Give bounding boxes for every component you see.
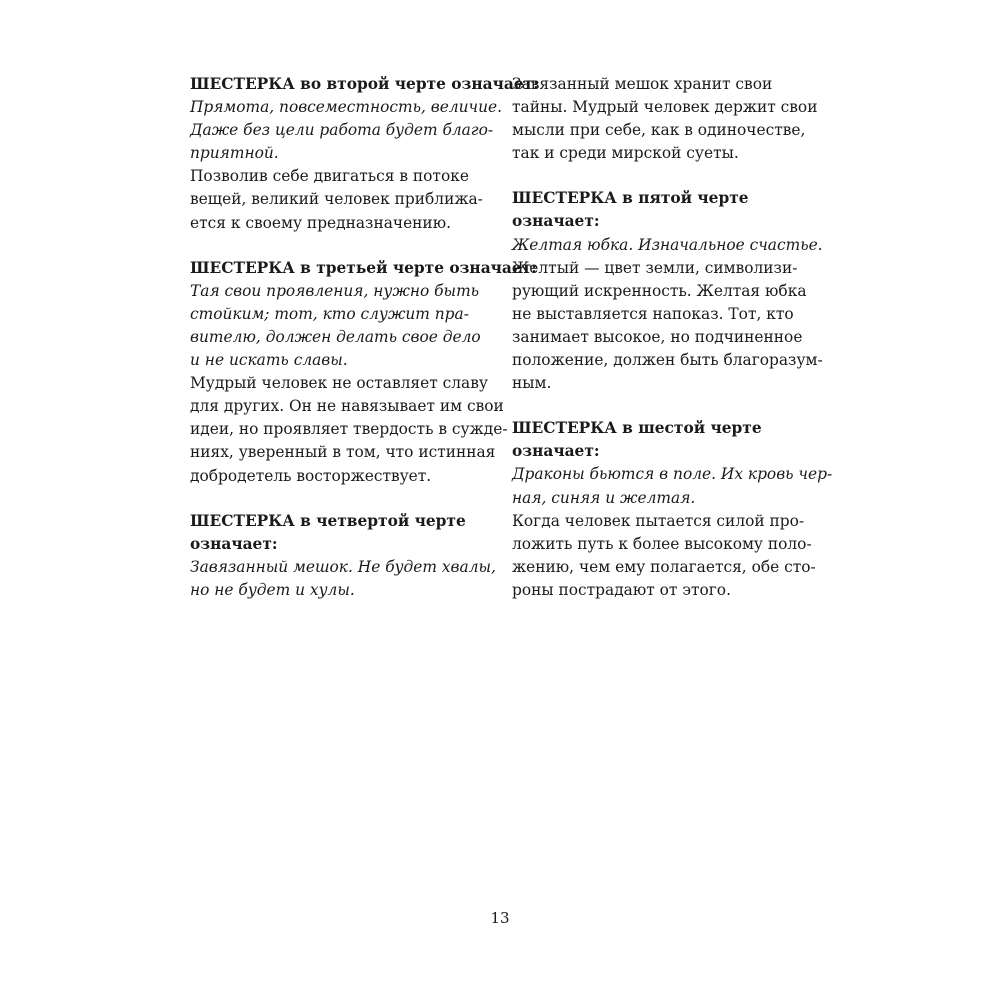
omen-line: стойким; тот, кто служит пра- bbox=[190, 304, 469, 323]
omen-line: вителю, должен делать свое дело bbox=[190, 327, 481, 346]
commentary-line: вещей, великий человек приближа- bbox=[190, 190, 483, 209]
section-heading bbox=[190, 257, 537, 280]
omen-line: Драконы бьются в поле. Их кровь чер- bbox=[512, 465, 833, 484]
omen-line: но не будет и хулы. bbox=[190, 580, 355, 599]
commentary-text bbox=[512, 257, 827, 396]
commentary-line: так и среди мирской суеты. bbox=[512, 144, 739, 163]
heading-line: ШЕСТЕРКА в пятой черте bbox=[512, 189, 749, 208]
omen-text bbox=[190, 96, 505, 165]
section-heading bbox=[512, 417, 827, 463]
commentary-line: положение, должен быть благоразум- bbox=[512, 351, 823, 370]
heading-line: означает: bbox=[512, 442, 600, 461]
section-heading bbox=[190, 510, 505, 556]
commentary-line: роны пострадают от этого. bbox=[512, 580, 731, 599]
commentary-line: идеи, но проявляет твердость в сужде- bbox=[190, 420, 508, 439]
commentary-line: тайны. Мудрый человек держит свои bbox=[512, 98, 818, 117]
omen-line: ная, синяя и желтая. bbox=[512, 488, 696, 507]
heading-line: ШЕСТЕРКА в четвертой черте bbox=[190, 511, 466, 530]
omen-line: приятной. bbox=[190, 144, 279, 163]
commentary-line: Желтый — цвет земли, символизи- bbox=[512, 258, 798, 277]
omen-text bbox=[512, 463, 833, 509]
page-number: 13 bbox=[490, 909, 510, 927]
omen-text bbox=[190, 280, 505, 372]
section-heading bbox=[190, 73, 539, 96]
commentary-line: жению, чем ему полагается, обе сто- bbox=[512, 557, 816, 576]
heading-line: означает: bbox=[190, 534, 278, 553]
commentary-text bbox=[512, 510, 827, 602]
omen-line: Прямота, повсеместность, величие. bbox=[190, 98, 503, 117]
omen-line: и не искать славы. bbox=[190, 351, 348, 370]
omen-line: Тая свои проявления, нужно быть bbox=[190, 281, 480, 300]
commentary-line: ниях, уверенный в том, что истинная bbox=[190, 443, 496, 462]
section-heading bbox=[512, 187, 827, 233]
heading-line: ШЕСТЕРКА в шестой черте bbox=[512, 419, 762, 438]
commentary-line: занимает высокое, но подчиненное bbox=[512, 327, 803, 346]
commentary-line: Когда человек пытается силой про- bbox=[512, 511, 805, 530]
commentary-text bbox=[190, 372, 508, 487]
commentary-line: рующий искренность. Желтая юбка bbox=[512, 281, 807, 300]
heading-line: означает: bbox=[512, 212, 600, 231]
commentary-line: не выставляется напоказ. Тот, кто bbox=[512, 304, 794, 323]
commentary-line: Завязанный мешок хранит свои bbox=[512, 75, 773, 93]
heading-line: ШЕСТЕРКА во второй черте означает: bbox=[190, 75, 539, 93]
section-second-line bbox=[190, 73, 539, 235]
commentary-line: ным. bbox=[512, 374, 552, 393]
omen-text bbox=[512, 234, 827, 257]
section-fourth-line-continued bbox=[512, 73, 827, 165]
omen-text bbox=[190, 556, 505, 602]
commentary-line: Мудрый человек не оставляет славу bbox=[190, 374, 488, 393]
commentary-line: мысли при себе, как в одиночестве, bbox=[512, 121, 806, 140]
omen-line: Даже без цели работа будет благо- bbox=[190, 121, 494, 140]
commentary-text bbox=[190, 165, 505, 234]
commentary-line: для других. Он не навязывает им свои bbox=[190, 397, 504, 416]
section-sixth-line bbox=[512, 417, 833, 602]
section-fourth-line bbox=[190, 510, 505, 602]
omen-line: Завязанный мешок. Не будет хвалы, bbox=[190, 557, 496, 576]
omen-line: Желтая юбка. Изначальное счастье. bbox=[512, 235, 823, 254]
right-column bbox=[512, 73, 833, 624]
heading-line: ШЕСТЕРКА в третьей черте означает: bbox=[190, 258, 537, 277]
commentary-line: ется к своему предназначению. bbox=[190, 213, 451, 232]
commentary-line: добродетель восторжествует. bbox=[190, 466, 432, 485]
commentary-line: Позволив себе двигаться в потоке bbox=[190, 167, 469, 186]
section-fifth-line bbox=[512, 187, 827, 395]
commentary-text bbox=[512, 73, 827, 165]
commentary-line: ложить путь к более высокому поло- bbox=[512, 534, 812, 553]
